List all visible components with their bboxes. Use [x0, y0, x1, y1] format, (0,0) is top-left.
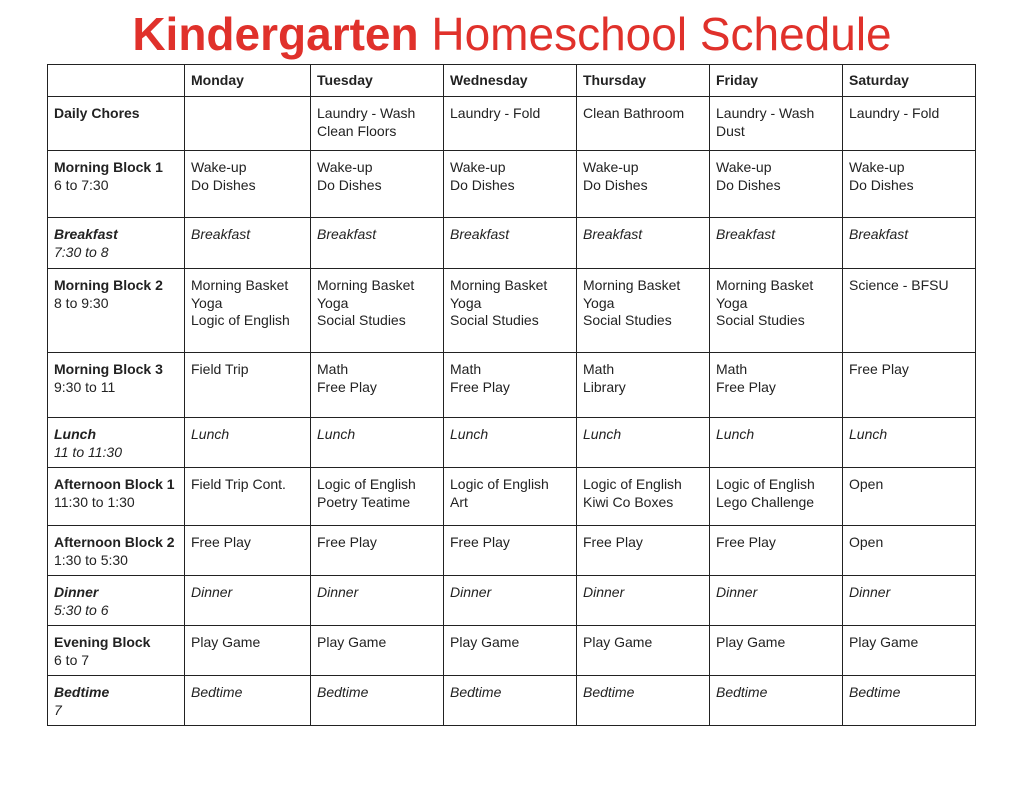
block-name: Dinner — [54, 584, 99, 600]
schedule-row — [48, 576, 976, 626]
activity-text: Open — [849, 476, 884, 492]
block-time: 6 to 7 — [54, 651, 90, 668]
header-row — [48, 65, 976, 97]
schedule-cell-monday — [185, 353, 311, 418]
schedule-cell-wednesday — [444, 151, 577, 218]
schedule-cell-saturday — [843, 676, 976, 726]
schedule-cell-saturday — [843, 626, 976, 676]
schedule-cell-thursday — [577, 676, 710, 726]
block-name: Morning Block 3 — [54, 361, 163, 377]
activity-text: Breakfast — [191, 226, 251, 242]
row-header — [48, 97, 185, 151]
block-time: 1:30 to 5:30 — [54, 551, 128, 568]
schedule-cell-monday — [185, 218, 311, 269]
schedule-cell-tuesday — [311, 97, 444, 151]
row-header — [48, 353, 185, 418]
activity-text: Wake-up — [849, 159, 905, 175]
row-header — [48, 626, 185, 676]
schedule-table — [47, 64, 976, 726]
activity-text: Dinner — [191, 584, 233, 600]
schedule-cell-thursday — [577, 468, 710, 526]
schedule-cell-wednesday — [444, 418, 577, 468]
schedule-cell-saturday — [843, 151, 976, 218]
schedule-cell-friday — [710, 97, 843, 151]
activity-text: Play Game — [450, 634, 520, 650]
schedule-cell-tuesday — [311, 526, 444, 576]
activity-text: Free Play — [849, 361, 909, 377]
schedule-cell-saturday — [843, 97, 976, 151]
activity-text: Lunch — [849, 426, 888, 442]
row-header — [48, 526, 185, 576]
activity-text: Morning Basket — [450, 277, 548, 293]
block-time: 8 to 9:30 — [54, 294, 109, 311]
header-corner — [48, 65, 185, 97]
schedule-cell-tuesday — [311, 418, 444, 468]
schedule-cell-friday — [710, 418, 843, 468]
activity-text: Poetry Teatime — [317, 493, 411, 510]
activity-text: Kiwi Co Boxes — [583, 493, 674, 510]
activity-text: Field Trip Cont. — [191, 476, 286, 492]
row-header — [48, 151, 185, 218]
row-header — [48, 676, 185, 726]
activity-text: Breakfast — [849, 226, 909, 242]
schedule-cell-friday — [710, 576, 843, 626]
activity-text: Field Trip — [191, 361, 249, 377]
schedule-cell-thursday — [577, 526, 710, 576]
activity-text: Lunch — [583, 426, 622, 442]
block-time: 11:30 to 1:30 — [54, 493, 135, 510]
activity-text: Dust — [716, 122, 745, 139]
activity-text: Dinner — [317, 584, 359, 600]
schedule-row — [48, 526, 976, 576]
schedule-cell-tuesday — [311, 576, 444, 626]
block-time: 9:30 to 11 — [54, 378, 116, 395]
schedule-cell-friday — [710, 218, 843, 269]
title-bold-part: Kindergarten — [132, 8, 419, 60]
block-time: 7:30 to 8 — [54, 243, 109, 260]
activity-text: Do Dishes — [191, 176, 256, 193]
activity-text: Logic of English — [716, 476, 815, 492]
activity-text: Do Dishes — [849, 176, 914, 193]
activity-text: Do Dishes — [450, 176, 515, 193]
schedule-row — [48, 676, 976, 726]
block-name: Afternoon Block 1 — [54, 476, 175, 492]
activity-text: Bedtime — [849, 684, 901, 700]
row-header — [48, 218, 185, 269]
day-header-thursday: Thursday — [577, 65, 710, 97]
activity-text: Free Play — [583, 534, 643, 550]
row-header — [48, 269, 185, 353]
day-header-saturday: Saturday — [843, 65, 976, 97]
activity-text: Breakfast — [317, 226, 377, 242]
activity-text: Play Game — [849, 634, 919, 650]
schedule-cell-wednesday — [444, 626, 577, 676]
activity-text: Wake-up — [450, 159, 506, 175]
activity-text: Yoga — [716, 294, 748, 311]
schedule-cell-thursday — [577, 151, 710, 218]
block-time: 6 to 7:30 — [54, 176, 109, 193]
block-time: 7 — [54, 701, 62, 718]
activity-text: Lunch — [716, 426, 755, 442]
block-name: Bedtime — [54, 684, 110, 700]
schedule-cell-monday — [185, 676, 311, 726]
activity-text: Yoga — [317, 294, 349, 311]
activity-text: Free Play — [716, 378, 776, 395]
schedule-cell-thursday — [577, 576, 710, 626]
activity-text: Math — [450, 361, 482, 377]
activity-text: Free Play — [317, 534, 377, 550]
activity-text: Breakfast — [583, 226, 643, 242]
row-header — [48, 468, 185, 526]
activity-text: Lego Challenge — [716, 493, 815, 510]
activity-text: Play Game — [716, 634, 786, 650]
schedule-cell-thursday — [577, 626, 710, 676]
activity-text: Yoga — [191, 294, 223, 311]
schedule-row — [48, 468, 976, 526]
activity-text: Library — [583, 378, 626, 395]
schedule-cell-thursday — [577, 218, 710, 269]
activity-text: Math — [716, 361, 748, 377]
activity-text: Math — [317, 361, 349, 377]
schedule-cell-saturday — [843, 218, 976, 269]
schedule-cell-wednesday — [444, 526, 577, 576]
activity-text: Play Game — [317, 634, 387, 650]
schedule-cell-thursday — [577, 353, 710, 418]
schedule-row — [48, 151, 976, 218]
schedule-cell-tuesday — [311, 151, 444, 218]
activity-text: Morning Basket — [716, 277, 814, 293]
schedule-cell-wednesday — [444, 97, 577, 151]
schedule-cell-monday — [185, 418, 311, 468]
activity-text: Social Studies — [450, 312, 539, 328]
activity-text: Science - BFSU — [849, 277, 949, 293]
activity-text: Do Dishes — [317, 176, 382, 193]
schedule-row — [48, 218, 976, 269]
schedule-cell-friday — [710, 526, 843, 576]
activity-text: Bedtime — [191, 684, 243, 700]
activity-text: Dinner — [716, 584, 758, 600]
activity-text: Social Studies — [716, 312, 805, 328]
row-header — [48, 576, 185, 626]
block-time: 5:30 to 6 — [54, 601, 109, 618]
activity-text: Laundry - Wash — [716, 105, 815, 121]
schedule-body — [48, 97, 976, 726]
page-title — [0, 6, 1024, 62]
activity-text: Morning Basket — [583, 277, 681, 293]
activity-text: Bedtime — [450, 684, 502, 700]
activity-text: Dinner — [849, 584, 891, 600]
activity-text: Wake-up — [716, 159, 772, 175]
activity-text: Free Play — [716, 534, 776, 550]
block-name: Breakfast — [54, 226, 118, 242]
schedule-cell-wednesday — [444, 576, 577, 626]
schedule-cell-monday — [185, 151, 311, 218]
day-header-friday: Friday — [710, 65, 843, 97]
schedule-cell-tuesday — [311, 626, 444, 676]
schedule-cell-monday — [185, 269, 311, 353]
schedule-cell-friday — [710, 468, 843, 526]
activity-text: Laundry - Wash — [317, 105, 416, 121]
activity-text: Social Studies — [583, 312, 672, 328]
schedule-cell-monday — [185, 526, 311, 576]
day-header-wednesday: Wednesday — [444, 65, 577, 97]
activity-text: Do Dishes — [716, 176, 781, 193]
activity-text: Lunch — [317, 426, 356, 442]
block-name: Lunch — [54, 426, 96, 442]
schedule-cell-wednesday — [444, 353, 577, 418]
schedule-cell-tuesday — [311, 468, 444, 526]
schedule-cell-monday — [185, 468, 311, 526]
schedule-cell-wednesday — [444, 218, 577, 269]
block-name: Evening Block — [54, 634, 151, 650]
schedule-cell-monday — [185, 576, 311, 626]
activity-text: Math — [583, 361, 615, 377]
activity-text: Play Game — [583, 634, 653, 650]
activity-text: Free Play — [191, 534, 251, 550]
schedule-cell-tuesday — [311, 218, 444, 269]
schedule-cell-saturday — [843, 576, 976, 626]
activity-text: Open — [849, 534, 884, 550]
schedule-cell-saturday — [843, 418, 976, 468]
block-name: Morning Block 1 — [54, 159, 163, 175]
activity-text: Lunch — [191, 426, 230, 442]
schedule-cell-thursday — [577, 269, 710, 353]
activity-text: Yoga — [583, 294, 615, 311]
activity-text: Logic of English — [583, 476, 682, 492]
activity-text: Wake-up — [583, 159, 639, 175]
activity-text: Dinner — [583, 584, 625, 600]
activity-text: Morning Basket — [191, 277, 289, 293]
day-header-tuesday: Tuesday — [311, 65, 444, 97]
activity-text: Laundry - Fold — [450, 105, 541, 121]
schedule-cell-wednesday — [444, 269, 577, 353]
block-time: 11 to 11:30 — [54, 443, 122, 460]
schedule-cell-friday — [710, 353, 843, 418]
activity-text: Logic of English — [191, 312, 290, 328]
schedule-row — [48, 269, 976, 353]
schedule-cell-tuesday — [311, 676, 444, 726]
schedule-cell-saturday — [843, 468, 976, 526]
activity-text: Clean Floors — [317, 122, 397, 139]
activity-text: Bedtime — [583, 684, 635, 700]
schedule-cell-saturday — [843, 526, 976, 576]
activity-text: Laundry - Fold — [849, 105, 940, 121]
activity-text: Breakfast — [716, 226, 776, 242]
activity-text: Wake-up — [317, 159, 373, 175]
activity-text: Logic of English — [317, 476, 416, 492]
activity-text: Clean Bathroom — [583, 105, 685, 121]
activity-text: Morning Basket — [317, 277, 415, 293]
activity-text: Free Play — [450, 534, 510, 550]
activity-text: Breakfast — [450, 226, 510, 242]
schedule-cell-thursday — [577, 97, 710, 151]
schedule-cell-saturday — [843, 353, 976, 418]
day-header-monday: Monday — [185, 65, 311, 97]
activity-text: Dinner — [450, 584, 492, 600]
schedule-row — [48, 353, 976, 418]
activity-text: Bedtime — [716, 684, 768, 700]
schedule-cell-wednesday — [444, 468, 577, 526]
activity-text: Logic of English — [450, 476, 549, 492]
activity-text: Free Play — [450, 378, 510, 395]
activity-text: Art — [450, 493, 468, 510]
schedule-cell-wednesday — [444, 676, 577, 726]
title-normal-part: Homeschool Schedule — [431, 8, 892, 60]
schedule-cell-friday — [710, 151, 843, 218]
activity-text: Yoga — [450, 294, 482, 311]
schedule-cell-monday — [185, 626, 311, 676]
block-name: Morning Block 2 — [54, 277, 163, 293]
schedule-cell-tuesday — [311, 269, 444, 353]
schedule-cell-friday — [710, 269, 843, 353]
activity-text: Wake-up — [191, 159, 247, 175]
schedule-cell-saturday — [843, 269, 976, 353]
schedule-row — [48, 418, 976, 468]
block-name: Afternoon Block 2 — [54, 534, 175, 550]
activity-text: Free Play — [317, 378, 377, 395]
activity-text: Play Game — [191, 634, 261, 650]
activity-text: Social Studies — [317, 312, 406, 328]
row-header — [48, 418, 185, 468]
activity-text: Bedtime — [317, 684, 369, 700]
activity-text: Do Dishes — [583, 176, 648, 193]
schedule-cell-friday — [710, 676, 843, 726]
schedule-cell-monday — [185, 97, 311, 151]
activity-text: Lunch — [450, 426, 489, 442]
schedule-row — [48, 626, 976, 676]
schedule-cell-thursday — [577, 418, 710, 468]
schedule-cell-friday — [710, 626, 843, 676]
schedule-row — [48, 97, 976, 151]
schedule-cell-tuesday — [311, 353, 444, 418]
block-name: Daily Chores — [54, 105, 140, 121]
